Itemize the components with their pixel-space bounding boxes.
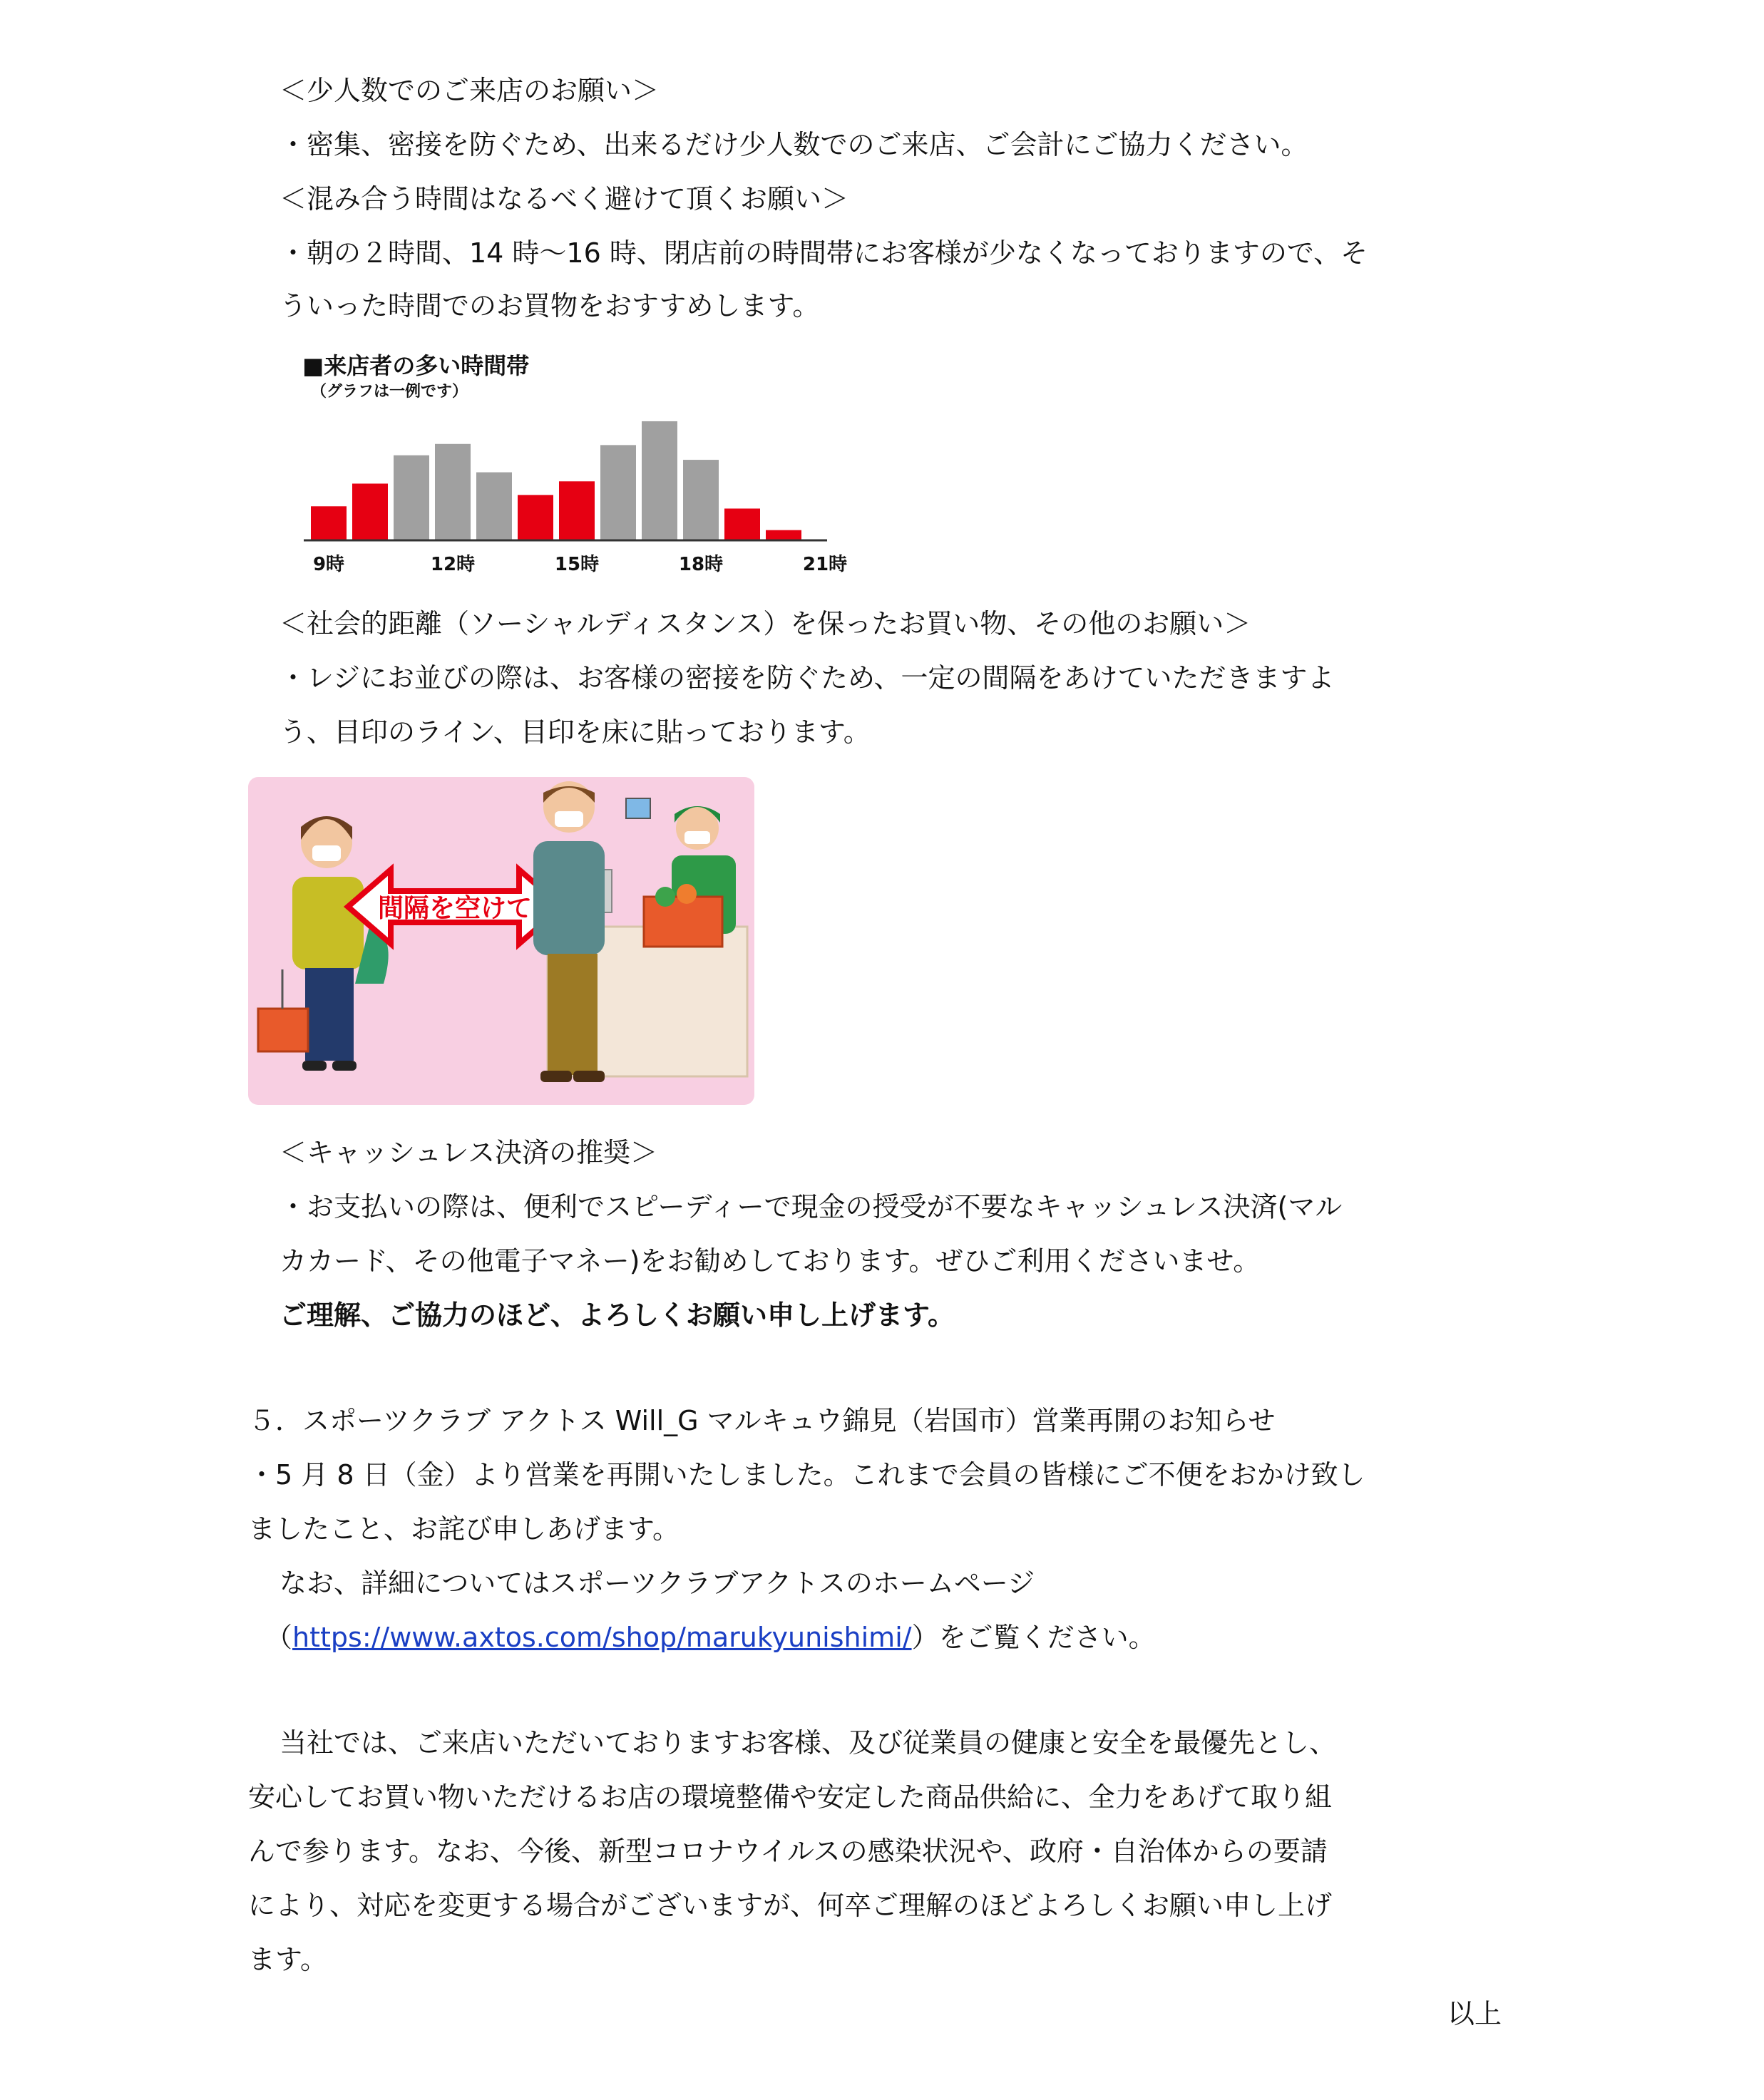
small-group-body: ・密集、密接を防ぐため、出来るだけ少人数でのご来店、ご会計にご協力ください。 [280,129,1308,160]
avoid-crowds-heading: ＜混み合う時間はなるべく避けて頂くお願い＞ [280,183,849,215]
chart-bar-14 [518,495,553,540]
chart-bar-18 [683,460,719,540]
chart-bar-19 [724,508,760,540]
small-group-heading: ＜少人数でのご来店のお願い＞ [280,75,660,106]
chart-bar-12 [435,444,471,540]
section5-heading: ５．スポーツクラブ アクトス Will_G マルキュウ錦見（岩国市）営業再開のお知らせ [248,1405,1276,1436]
chart-title: ■来店者の多い時間帯 [302,352,530,379]
cashless-body-line2: カカード、その他電子マネー)をお勧めしております。ぜひご利用くださいませ。 [280,1245,1261,1277]
cashless-body-line1: ・お支払いの際は、便利でスピーディーで現金の授受が不要なキャッシュレス決済(マル [280,1191,1343,1223]
url-paren-open: （ [265,1622,293,1653]
url-suffix: ）をご覧ください。 [911,1622,1156,1653]
cashless-closing: ご理解、ご協力のほど、よろしくお願い申し上げます。 [280,1299,955,1331]
chart-bar-9 [311,506,347,540]
closing-line4: により、対応を変更する場合がございますが、何卒ご理解のほどよろしくお願い申し上げ [248,1890,1333,1921]
section5-url-line [265,1618,1156,1657]
chart-bar-13 [476,473,512,540]
chart-bars [311,421,801,540]
chart-bar-15 [559,481,595,540]
chart-tick-label: 21時 [802,554,848,575]
chart-bar-20 [766,530,801,540]
section5-line2: ましたこと、お詫び申しあげます。 [248,1513,680,1545]
chart-tick-label: 18時 [678,554,724,575]
social-distance-illustration [248,777,754,1105]
chart-tick-label: 12時 [430,554,476,575]
chart-bar-17 [642,421,677,540]
chart-tick-labels [313,554,847,575]
closing-line2: 安心してお買い物いただけるお店の環境整備や安定した商品供給に、全力をあげて取り組 [248,1781,1333,1813]
chart-bar-16 [600,445,636,540]
busy-hours-chart [299,348,848,582]
chart-bar-11 [394,455,429,540]
closing-line3: んで参ります。なお、今後、新型コロナウイルスの感染状況や、政府・自治体からの要請 [248,1836,1328,1867]
distance-body-line2: う、目印のライン、目印を床に貼っております。 [280,716,871,748]
signoff: 以上 [1447,1998,1502,2029]
chart-subtitle: （グラフは一例です） [311,383,468,401]
section5-line1: ・5 月 8 日（金）より営業を再開いたしました。これまで会員の皆様にご不便をおかけ致し [248,1459,1365,1491]
distance-heading: ＜社会的距離（ソーシャルディスタンス）を保ったお買い物、その他のお願い＞ [280,608,1251,639]
avoid-crowds-body-line1: ・朝の２時間、14 時～16 時、閉店前の時間帯にお客様が少なくなっておりますので、そ [280,237,1368,269]
distance-body-line1: ・レジにお並びの際は、お客様の密接を防ぐため、一定の間隔をあけていただきますよ [280,662,1335,694]
chart-bar-10 [352,483,388,540]
avoid-crowds-body-line2: ういった時間でのお買物をおすすめします。 [280,290,820,321]
chart-tick-label: 15時 [554,554,600,575]
illustration-arrow-label: 間隔を空けて [377,894,533,923]
section5-line3: なお、詳細についてはスポーツクラブアクトスのホームページ [280,1568,1035,1599]
chart-tick-label: 9時 [312,554,345,575]
cashless-heading: ＜キャッシュレス決済の推奨＞ [280,1137,658,1168]
closing-line5: ます。 [248,1944,327,1975]
closing-line1: 当社では、ご来店いただいておりますお客様、及び従業員の健康と安全を最優先とし、 [280,1727,1337,1759]
axtos-homepage-link[interactable]: https://www.axtos.com/shop/marukyunishimi/ [292,1622,912,1653]
